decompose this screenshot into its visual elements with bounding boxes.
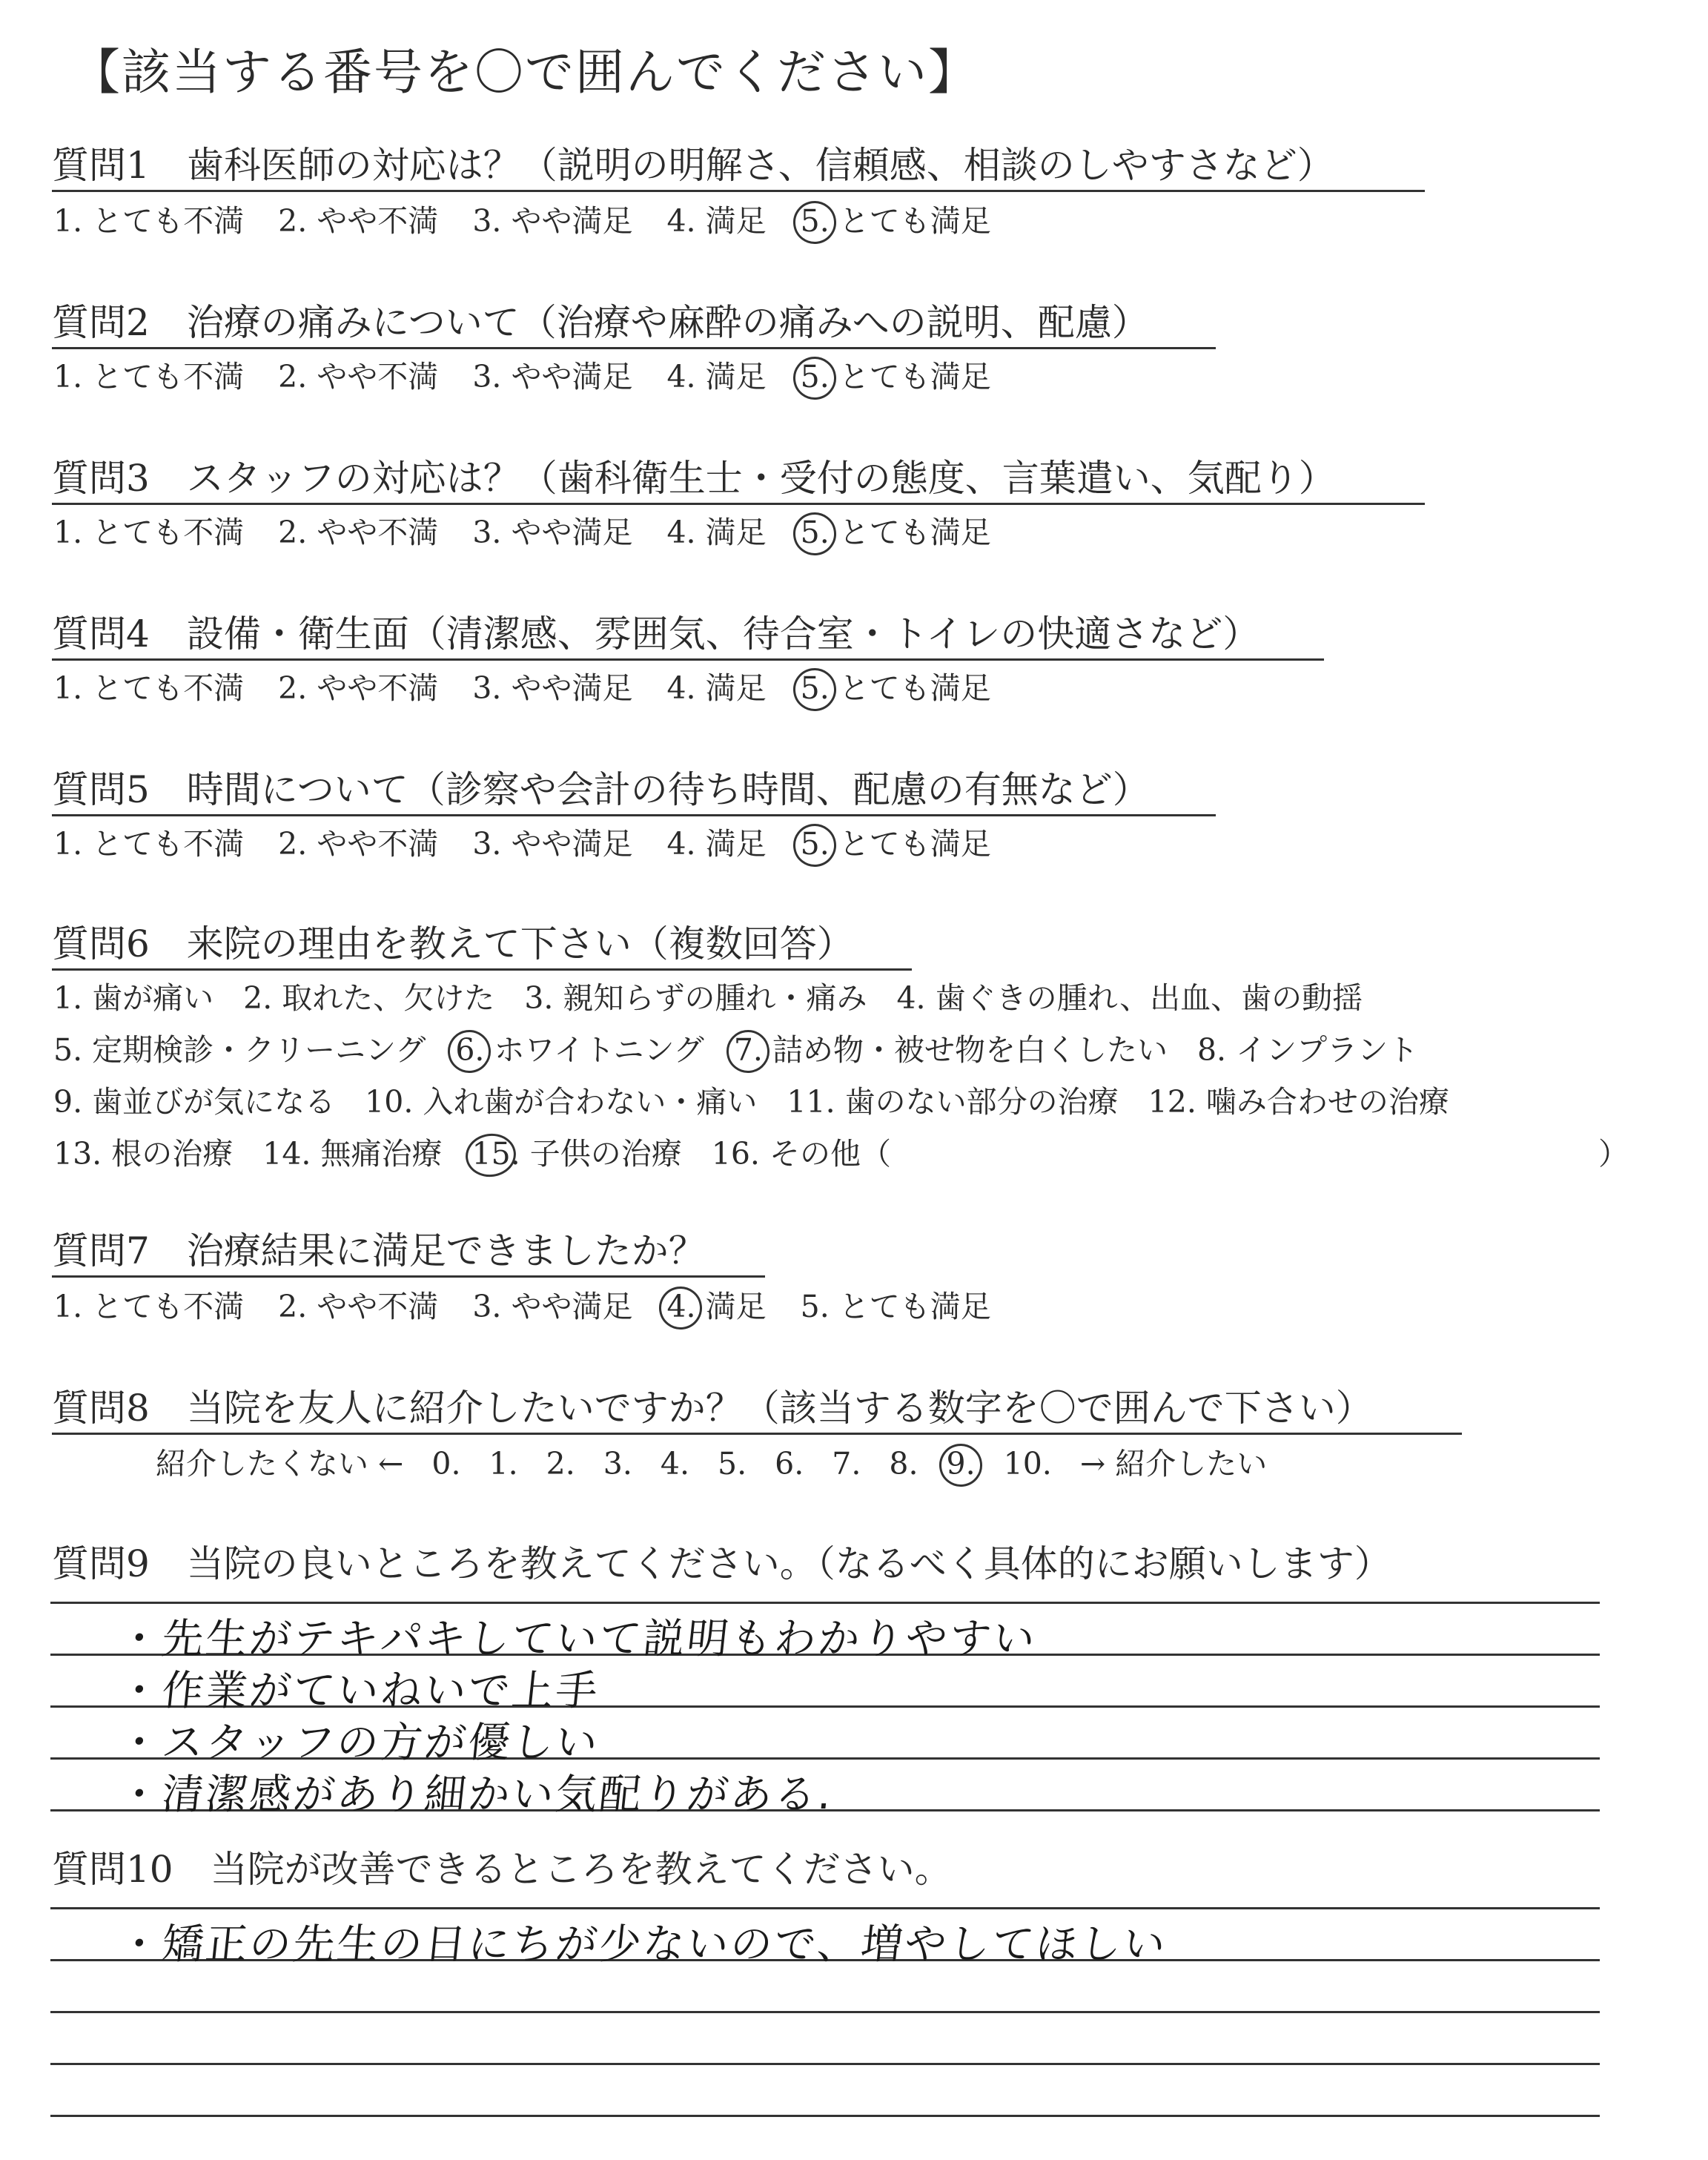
- q8-option-2[interactable]: 2.: [546, 1446, 575, 1482]
- q1-option-2[interactable]: 2. やや不満: [278, 203, 439, 239]
- question-2-options: [53, 359, 1025, 394]
- question-3-options: [53, 515, 1025, 550]
- q4-option-3[interactable]: 3. やや満足: [472, 670, 633, 706]
- question-3-label: 質問3 スタッフの対応は？（歯科衛生士・受付の態度、言葉遣い、気配り）: [52, 460, 1336, 497]
- q4-option-1[interactable]: 1. とても不満: [53, 670, 245, 706]
- q3-option-5[interactable]: 5. とても満足: [800, 515, 991, 550]
- q5-option-3[interactable]: 3. やや満足: [472, 826, 633, 862]
- q2-option-5[interactable]: 5. とても満足: [800, 359, 991, 394]
- q8-option-3[interactable]: 3.: [603, 1446, 632, 1482]
- q8-option-7[interactable]: 7.: [832, 1446, 861, 1482]
- q4-option-2[interactable]: 2. やや不満: [278, 670, 439, 706]
- q9-answer-2: ・作業がていねいで上手: [116, 1667, 602, 1715]
- q6-option-8[interactable]: 8. インプラント: [1196, 1032, 1419, 1068]
- q7-option-1[interactable]: 1. とても不満: [53, 1289, 245, 1324]
- question-6-line-2: [53, 1032, 1448, 1068]
- q6-option-2[interactable]: 2. 取れた、欠けた: [243, 980, 495, 1016]
- question-2-label: 質問2 治療の痛みについて（治療や麻酔の痛みへの説明、配慮）: [52, 304, 1149, 341]
- q6-option-3[interactable]: 3. 親知らずの腫れ・痛み: [524, 980, 867, 1016]
- q2-option-2[interactable]: 2. やや不満: [278, 359, 439, 394]
- q10-rule-4: [50, 2063, 1600, 2065]
- q9-rule-1: [50, 1602, 1600, 1604]
- question-6-line-1: [53, 980, 1392, 1016]
- q5-option-1[interactable]: 1. とても不満: [53, 826, 245, 862]
- q7-option-5[interactable]: 5. とても満足: [800, 1289, 991, 1324]
- q6-option-10[interactable]: 10. 入れ歯が合わない・痛い: [365, 1084, 758, 1120]
- q6-option-11[interactable]: 11. 歯のない部分の治療: [787, 1084, 1119, 1120]
- question-4-label: 質問4 設備・衛生面（清潔感、雰囲気、待合室・トイレの快適さなど）: [52, 615, 1260, 653]
- q6-other-close-paren: ）: [1598, 1136, 1629, 1172]
- q2-option-1[interactable]: 1. とても不満: [53, 359, 245, 394]
- q3-option-1[interactable]: 1. とても不満: [53, 515, 245, 550]
- q7-option-3[interactable]: 3. やや満足: [472, 1289, 633, 1324]
- q7-option-4[interactable]: 4. 満足: [666, 1289, 767, 1324]
- q4-option-4[interactable]: 4. 満足: [666, 670, 767, 706]
- q8-option-4[interactable]: 4.: [660, 1446, 690, 1482]
- q8-left-label: 紹介したくない ←: [156, 1446, 404, 1482]
- q6-option-6[interactable]: 6. ホワイトニング: [455, 1032, 704, 1068]
- q8-right-label: → 紹介したい: [1079, 1446, 1268, 1482]
- q9-answer-1: ・先生がテキパキしていて説明もわかりやすい: [116, 1615, 1039, 1663]
- q8-option-0[interactable]: 0.: [431, 1446, 461, 1482]
- q6-option-16[interactable]: 16. その他（: [711, 1136, 891, 1172]
- q6-option-14[interactable]: 14. 無痛治療: [262, 1136, 443, 1172]
- question-1-options: [53, 203, 1025, 239]
- q10-answer-1: ・矯正の先生の日にちが少ないので、増やしてほしい: [116, 1920, 1170, 1969]
- question-7-label: 質問7 治療結果に満足できましたか？: [52, 1232, 706, 1269]
- q10-rule-1: [50, 1907, 1600, 1909]
- q6-option-12[interactable]: 12. 噛み合わせの治療: [1148, 1084, 1449, 1120]
- q1-option-3[interactable]: 3. やや満足: [472, 203, 633, 239]
- q2-option-3[interactable]: 3. やや満足: [472, 359, 633, 394]
- q1-option-1[interactable]: 1. とても不満: [53, 203, 245, 239]
- q8-option-10[interactable]: 10.: [1003, 1446, 1052, 1482]
- q8-option-1[interactable]: 1.: [489, 1446, 518, 1482]
- q7-option-2[interactable]: 2. やや不満: [278, 1289, 439, 1324]
- question-1-label: 質問1 歯科医師の対応は？（説明の明解さ、信頼感、相談のしやすさなど）: [52, 147, 1334, 184]
- q6-option-7[interactable]: 7. 詰め物・被せ物を白くしたい: [733, 1032, 1168, 1068]
- q8-option-9[interactable]: 9.: [946, 1446, 976, 1482]
- q5-option-4[interactable]: 4. 満足: [666, 826, 767, 862]
- q3-option-4[interactable]: 4. 満足: [666, 515, 767, 550]
- q8-option-5[interactable]: 5.: [718, 1446, 747, 1482]
- q1-option-5[interactable]: 5. とても満足: [800, 203, 991, 239]
- q6-option-9[interactable]: 9. 歯並びが気になる: [53, 1084, 336, 1120]
- question-4-options: [53, 670, 1025, 706]
- question-7-options: [53, 1289, 1025, 1324]
- question-10-label: 質問10 当院が改善できるところを教えてください。: [52, 1848, 952, 1891]
- q3-option-2[interactable]: 2. やや不満: [278, 515, 439, 550]
- q10-rule-5: [50, 2115, 1600, 2117]
- q6-option-15[interactable]: 15. 子供の治療: [471, 1136, 682, 1172]
- q9-answer-4: ・清潔感があり細かい気配りがある.: [116, 1771, 836, 1819]
- question-5-options: [53, 826, 1025, 862]
- question-8-label: 質問8 当院を友人に紹介したいですか？（該当する数字を〇で囲んで下さい）: [52, 1390, 1373, 1427]
- q6-option-5[interactable]: 5. 定期検診・クリーニング: [53, 1032, 426, 1068]
- q5-option-5[interactable]: 5. とても満足: [800, 826, 991, 862]
- question-6-label: 質問6 来院の理由を教えて下さい（複数回答）: [52, 925, 854, 962]
- q10-rule-3: [50, 2011, 1600, 2013]
- q8-option-6[interactable]: 6.: [775, 1446, 804, 1482]
- q2-option-4[interactable]: 4. 満足: [666, 359, 767, 394]
- q8-option-8[interactable]: 8.: [889, 1446, 918, 1482]
- question-9-label: 質問9 当院の良いところを教えてください。（なるべく具体的にお願いします）: [52, 1542, 1391, 1585]
- question-6-line-3: [53, 1084, 1479, 1120]
- survey-title: 【該当する番号を〇で囲んでください】: [71, 44, 979, 101]
- q9-answer-3: ・スタッフの方が優しい: [116, 1719, 602, 1767]
- q5-option-2[interactable]: 2. やや不満: [278, 826, 439, 862]
- question-6-line-4: [53, 1136, 921, 1172]
- q6-option-4[interactable]: 4. 歯ぐきの腫れ、出血、歯の動揺: [896, 980, 1363, 1016]
- q1-option-4[interactable]: 4. 満足: [666, 203, 767, 239]
- q6-option-13[interactable]: 13. 根の治療: [53, 1136, 234, 1172]
- question-5-label: 質問5 時間について（診察や会計の待ち時間、配慮の有無など）: [52, 771, 1150, 808]
- question-8-scale: [156, 1446, 1295, 1482]
- q4-option-5[interactable]: 5. とても満足: [800, 670, 991, 706]
- q6-option-1[interactable]: 1. 歯が痛い: [53, 980, 214, 1016]
- q3-option-3[interactable]: 3. やや満足: [472, 515, 633, 550]
